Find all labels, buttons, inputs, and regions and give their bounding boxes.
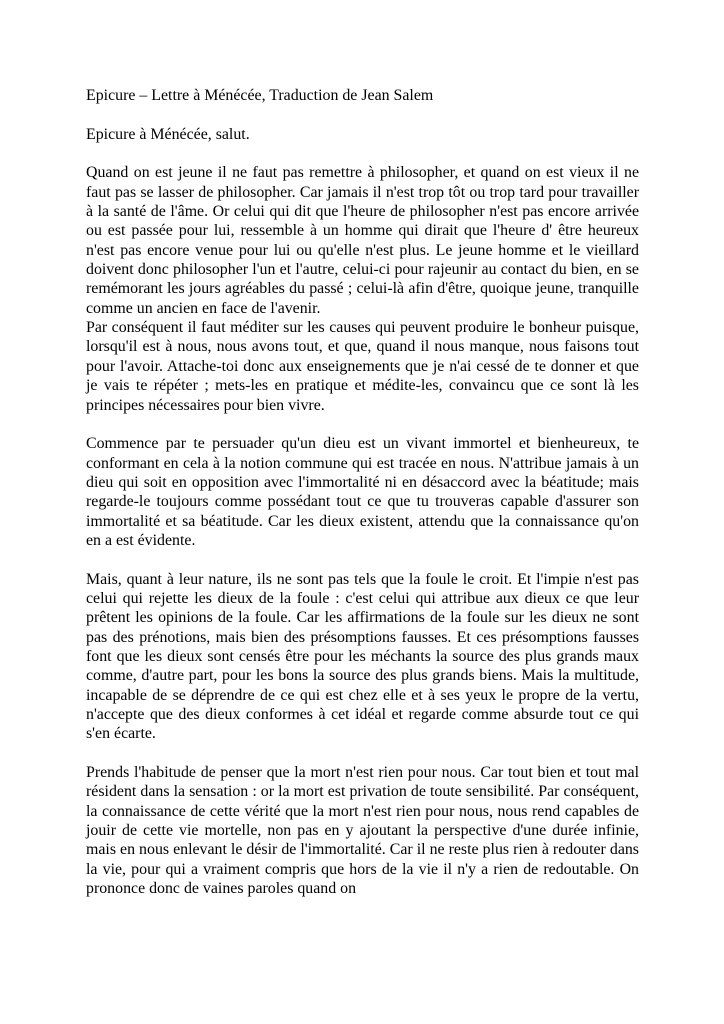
spacer [86,105,639,124]
document-page [86,86,639,898]
salutation: Epicure à Ménécée, salut. [86,125,250,143]
spacer [86,550,639,569]
paragraph-youth-and-age: Quand on est jeune il ne faut pas remettre à philosopher, et quand on est vieux il ne faut pas se lasser de philosopher. Car jamais il n'est trop tôt ou trop tard pour travailler à la santé de l'âme. Or celui qui dit que l'heure de philosopher n'est pas encore arrivée ou est passée pour lui, ressemble à un homme qui dirait que l'heure d' être heureux n'est pas encore venue pour lui ou qu'elle n'est plus. Le jeune homme et le vieillard doivent donc philosopher l'un et l'autre, celui-ci pour rajeunir au contact du bien, en se remémorant les jours agréables du passé ; celui-là afin d'être, quoique jeune, tranquille comme un ancien en face de l'avenir. [86,164,639,317]
spacer [86,415,639,434]
paragraph-gods-immortal: Commence par te persuader qu'un dieu est un vivant immortel et bienheureux, te conformant en cela à la notion commune qui est tracée en nous. N'attribue jamais à un dieu qui soit en opposition avec l'immortalité ni en désaccord avec la béatitude; mais regarde-le toujours comme possédant tout ce que tu trouveras capable d'assurer son immortalité et sa béatitude. Car les dieux existent, attendu que la connaissance qu'on en a est évidente. [86,435,639,549]
spacer [86,144,639,163]
paragraph-meditate-on-happiness: Par conséquent il faut méditer sur les causes qui peuvent produire le bonheur puisque, lorsqu'il est à nous, nous avons tout, et que, quand il nous manque, nous faisons tout pour l'avoir. Attache-toi donc aux enseignements que je n'ai cessé de te donner et que je vais te répéter ; mets-les en pratique et médite-les, convaincu que ce sont là les principes nécessaires pour bien vivre. [86,319,639,414]
paragraph-nature-of-gods: Mais, quant à leur nature, ils ne sont pas tels que la foule le croit. Et l'impie n'est pas celui qui rejette les dieux de la foule : c'est celui qui attribue aux dieux ce que leur prêtent les opinions de la foule. Car les affirmations de la foule sur les dieux ne sont pas des prénotions, mais bien des présomptions fausses. Et ces présomptions fausses font que les dieux sont censés être pour les méchants la source des plus grands maux comme, d'autre part, pour les bons la source des plus grands biens. Mais la multitude, incapable de se déprendre de ce qui est chez elle et à ses yeux le propre de la vertu, n'accepte que des dieux conformes à cet idéal et regarde comme absurde tout ce qui s'en écarte. [86,570,639,743]
spacer [86,744,639,763]
paragraph-death-is-nothing: Prends l'habitude de penser que la mort n'est rien pour nous. Car tout bien et tout mal résident dans la sensation : or la mort est privation de toute sensibilité. Par conséquent, la connaissance de cette vérité que la mort n'est rien pour nous, nous rend capables de jouir de cette vie mortelle, non pas en y ajoutant la perspective d'une durée infinie, mais en nous enlevant le désir de l'immortalité. Car il ne reste plus rien à redouter dans la vie, pour qui a vraiment compris que hors de la vie il n'y a rien de redoutable. On prononce donc de vaines paroles quand on [86,764,639,898]
document-title: Epicure – Lettre à Ménécée, Traduction de Jean Salem [86,87,434,104]
